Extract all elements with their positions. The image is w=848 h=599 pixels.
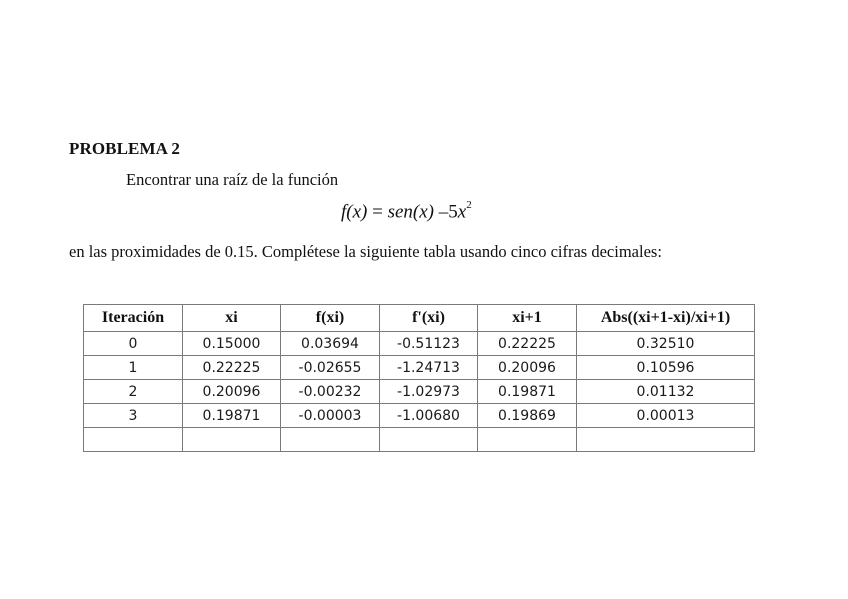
formula-coef: 5 [448, 201, 458, 223]
table-row [84, 332, 755, 356]
formula-sen: sen(x) [387, 201, 435, 223]
cell-fprime-xi: -1.24713 [380, 356, 478, 380]
problem-title: PROBLEMA 2 [69, 139, 181, 158]
cell-xi: 0.15000 [183, 332, 281, 356]
formula-lhs: f(x) [341, 201, 368, 223]
intro-text: Encontrar una raíz de la función [126, 170, 339, 189]
cell-iteracion: 3 [84, 404, 183, 428]
cell-iteracion [84, 428, 183, 452]
cell-relative-error: 0.10596 [577, 356, 755, 380]
cell-xi-plus-1: 0.22225 [478, 332, 577, 356]
cell-fxi: -0.00003 [281, 404, 380, 428]
table-header-row [84, 305, 755, 332]
formula-var: x [457, 201, 467, 223]
cell-fxi: -0.02655 [281, 356, 380, 380]
cell-fxi: 0.03694 [281, 332, 380, 356]
cell-fxi [281, 428, 380, 452]
cell-fxi: -0.00232 [281, 380, 380, 404]
cell-iteracion: 2 [84, 380, 183, 404]
cell-xi-plus-1: 0.19869 [478, 404, 577, 428]
cell-iteracion: 0 [84, 332, 183, 356]
cell-xi: 0.19871 [183, 404, 281, 428]
header-xi: xi [183, 305, 281, 332]
cell-iteracion: 1 [84, 356, 183, 380]
cell-relative-error: 0.32510 [577, 332, 755, 356]
cell-fprime-xi [380, 428, 478, 452]
header-xi-plus-1: xi+1 [478, 305, 577, 332]
table-row [84, 404, 755, 428]
cell-xi [183, 428, 281, 452]
header-fxi: f(xi) [281, 305, 380, 332]
cell-xi: 0.20096 [183, 380, 281, 404]
table-row [84, 356, 755, 380]
iteration-table-container [83, 304, 755, 452]
header-fprime-xi: f'(xi) [380, 305, 478, 332]
cell-xi-plus-1: 0.20096 [478, 356, 577, 380]
iteration-table [83, 304, 755, 452]
formula-minus: – [438, 201, 449, 223]
cell-relative-error: 0.00013 [577, 404, 755, 428]
formula [341, 201, 472, 223]
header-relative-error: Abs((xi+1-xi)/xi+1) [577, 305, 755, 332]
formula-equals: = [372, 201, 383, 223]
instruction-text: en las proximidades de 0.15. Complétese la siguiente tabla usando cinco cifras decimales: [69, 242, 662, 261]
formula-exponent: 2 [466, 199, 472, 211]
header-iteracion: Iteración [84, 305, 183, 332]
table-row [84, 380, 755, 404]
cell-fprime-xi: -1.00680 [380, 404, 478, 428]
cell-xi-plus-1 [478, 428, 577, 452]
cell-relative-error [577, 428, 755, 452]
cell-fprime-xi: -0.51123 [380, 332, 478, 356]
table-row-empty [84, 428, 755, 452]
cell-xi: 0.22225 [183, 356, 281, 380]
cell-fprime-xi: -1.02973 [380, 380, 478, 404]
cell-relative-error: 0.01132 [577, 380, 755, 404]
cell-xi-plus-1: 0.19871 [478, 380, 577, 404]
